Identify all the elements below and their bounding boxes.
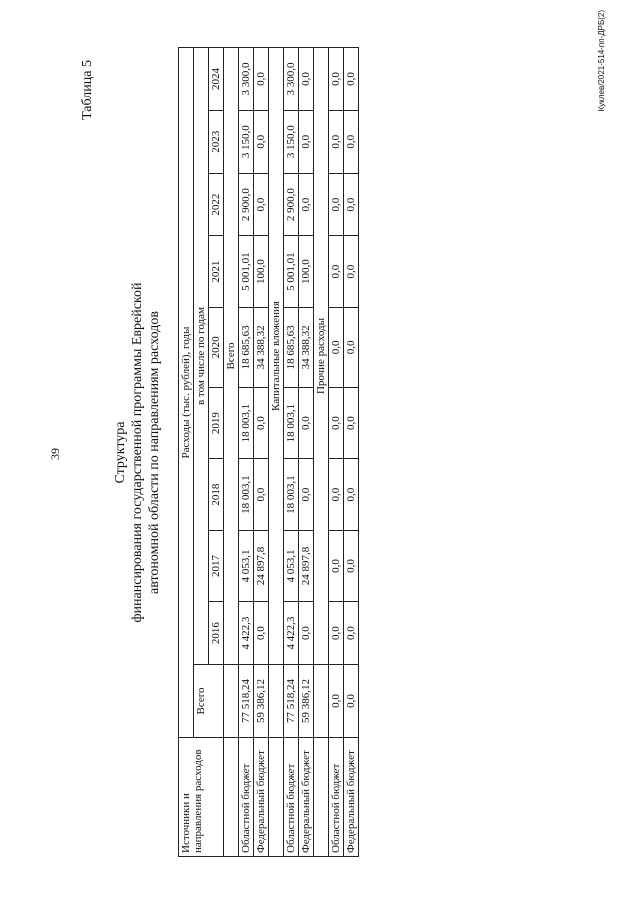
year-value-cell: 18 685,63 [284, 307, 299, 387]
year-value-cell: 24 897,8 [299, 530, 314, 601]
section-blank-cell [314, 738, 329, 857]
year-value-cell: 0,0 [254, 110, 269, 173]
title-line-1: Структура [113, 421, 128, 484]
financing-table [178, 47, 359, 857]
year-value-cell: 5 001,01 [284, 236, 299, 307]
section-blank-cell [314, 665, 329, 738]
table-row [299, 48, 314, 857]
year-value-cell: 0,0 [344, 530, 359, 601]
year-value-cell: 100,0 [254, 236, 269, 307]
year-value-cell: 0,0 [254, 48, 269, 111]
header-year: 2022 [209, 173, 224, 236]
total-cell: 59 386,12 [254, 665, 269, 738]
year-value-cell: 18 685,63 [239, 307, 254, 387]
header-year: 2020 [209, 307, 224, 387]
year-value-cell: 3 150,0 [284, 110, 299, 173]
year-value-cell: 0,0 [299, 459, 314, 530]
source-cell: Областной бюджет [284, 738, 299, 857]
header-year: 2019 [209, 387, 224, 458]
header-total: Всего [194, 665, 224, 738]
total-cell: 0,0 [329, 665, 344, 738]
total-cell: 0,0 [344, 665, 359, 738]
header-year: 2018 [209, 459, 224, 530]
header-expenses: Расходы (тыс. рублей), годы [179, 48, 194, 738]
section-row [314, 48, 329, 857]
title-line-2: финансирования государственной программы Еврейской [130, 282, 145, 623]
year-value-cell: 0,0 [329, 236, 344, 307]
page-number: 39 [48, 448, 62, 460]
section-blank-cell [269, 665, 284, 738]
source-cell: Федеральный бюджет [254, 738, 269, 857]
year-value-cell: 0,0 [329, 307, 344, 387]
year-value-cell: 2 900,0 [239, 173, 254, 236]
section-title: Прочие расходы [314, 48, 329, 665]
year-value-cell: 0,0 [299, 48, 314, 111]
year-value-cell: 0,0 [329, 602, 344, 665]
section-row [269, 48, 284, 857]
year-value-cell: 0,0 [299, 387, 314, 458]
table-row [344, 48, 359, 857]
year-value-cell: 0,0 [329, 387, 344, 458]
year-value-cell: 4 422,3 [284, 602, 299, 665]
source-cell: Областной бюджет [329, 738, 344, 857]
total-cell: 77 518,24 [284, 665, 299, 738]
section-blank-cell [269, 738, 284, 857]
source-cell: Областной бюджет [239, 738, 254, 857]
year-value-cell: 3 150,0 [239, 110, 254, 173]
table-row [329, 48, 344, 857]
year-value-cell: 5 001,01 [239, 236, 254, 307]
year-value-cell: 18 003,1 [239, 459, 254, 530]
year-value-cell: 0,0 [344, 459, 359, 530]
header-year: 2021 [209, 236, 224, 307]
header-row-1 [179, 48, 194, 857]
year-value-cell: 0,0 [344, 173, 359, 236]
year-value-cell: 18 003,1 [239, 387, 254, 458]
document-title [112, 0, 163, 905]
footer-code: Куклев/2021-514-пп-ДРБ(2) [597, 10, 606, 112]
year-value-cell: 0,0 [254, 387, 269, 458]
section-row [224, 48, 239, 857]
year-value-cell: 18 003,1 [284, 387, 299, 458]
header-by-years: в том числе по годам [194, 48, 209, 665]
year-value-cell: 0,0 [299, 173, 314, 236]
year-value-cell: 0,0 [254, 459, 269, 530]
year-value-cell: 34 388,32 [254, 307, 269, 387]
source-cell: Федеральный бюджет [344, 738, 359, 857]
header-sources: Источники и направления расходов [179, 738, 224, 857]
section-title: Капитальные вложения [269, 48, 284, 665]
year-value-cell: 34 388,32 [299, 307, 314, 387]
section-blank-cell [224, 738, 239, 857]
header-year: 2023 [209, 110, 224, 173]
year-value-cell: 24 897,8 [254, 530, 269, 601]
year-value-cell: 100,0 [299, 236, 314, 307]
year-value-cell: 0,0 [329, 173, 344, 236]
year-value-cell: 0,0 [344, 602, 359, 665]
year-value-cell: 0,0 [344, 236, 359, 307]
source-cell: Федеральный бюджет [299, 738, 314, 857]
table-label: Таблица 5 [80, 60, 95, 120]
title-line-3: автономной области по направлениям расходов [147, 311, 162, 594]
year-value-cell: 3 300,0 [284, 48, 299, 111]
table-body [224, 48, 359, 857]
section-title: Всего [224, 48, 239, 665]
year-value-cell: 0,0 [299, 602, 314, 665]
year-value-cell: 0,0 [344, 307, 359, 387]
year-value-cell: 0,0 [299, 110, 314, 173]
year-value-cell: 0,0 [254, 173, 269, 236]
header-year: 2017 [209, 530, 224, 601]
year-value-cell: 0,0 [344, 110, 359, 173]
year-value-cell: 4 053,1 [239, 530, 254, 601]
table-row [239, 48, 254, 857]
year-value-cell: 0,0 [329, 530, 344, 601]
total-cell: 59 386,12 [299, 665, 314, 738]
year-value-cell: 0,0 [329, 48, 344, 111]
header-year: 2016 [209, 602, 224, 665]
section-blank-cell [224, 665, 239, 738]
year-value-cell: 4 053,1 [284, 530, 299, 601]
year-value-cell: 0,0 [254, 602, 269, 665]
total-cell: 77 518,24 [239, 665, 254, 738]
year-value-cell: 0,0 [329, 110, 344, 173]
year-value-cell: 0,0 [329, 459, 344, 530]
year-value-cell: 0,0 [344, 48, 359, 111]
table-row [254, 48, 269, 857]
year-value-cell: 3 300,0 [239, 48, 254, 111]
year-value-cell: 2 900,0 [284, 173, 299, 236]
year-value-cell: 0,0 [344, 387, 359, 458]
year-value-cell: 18 003,1 [284, 459, 299, 530]
year-value-cell: 4 422,3 [239, 602, 254, 665]
header-year: 2024 [209, 48, 224, 111]
header-row-2 [194, 48, 209, 857]
table-row [284, 48, 299, 857]
